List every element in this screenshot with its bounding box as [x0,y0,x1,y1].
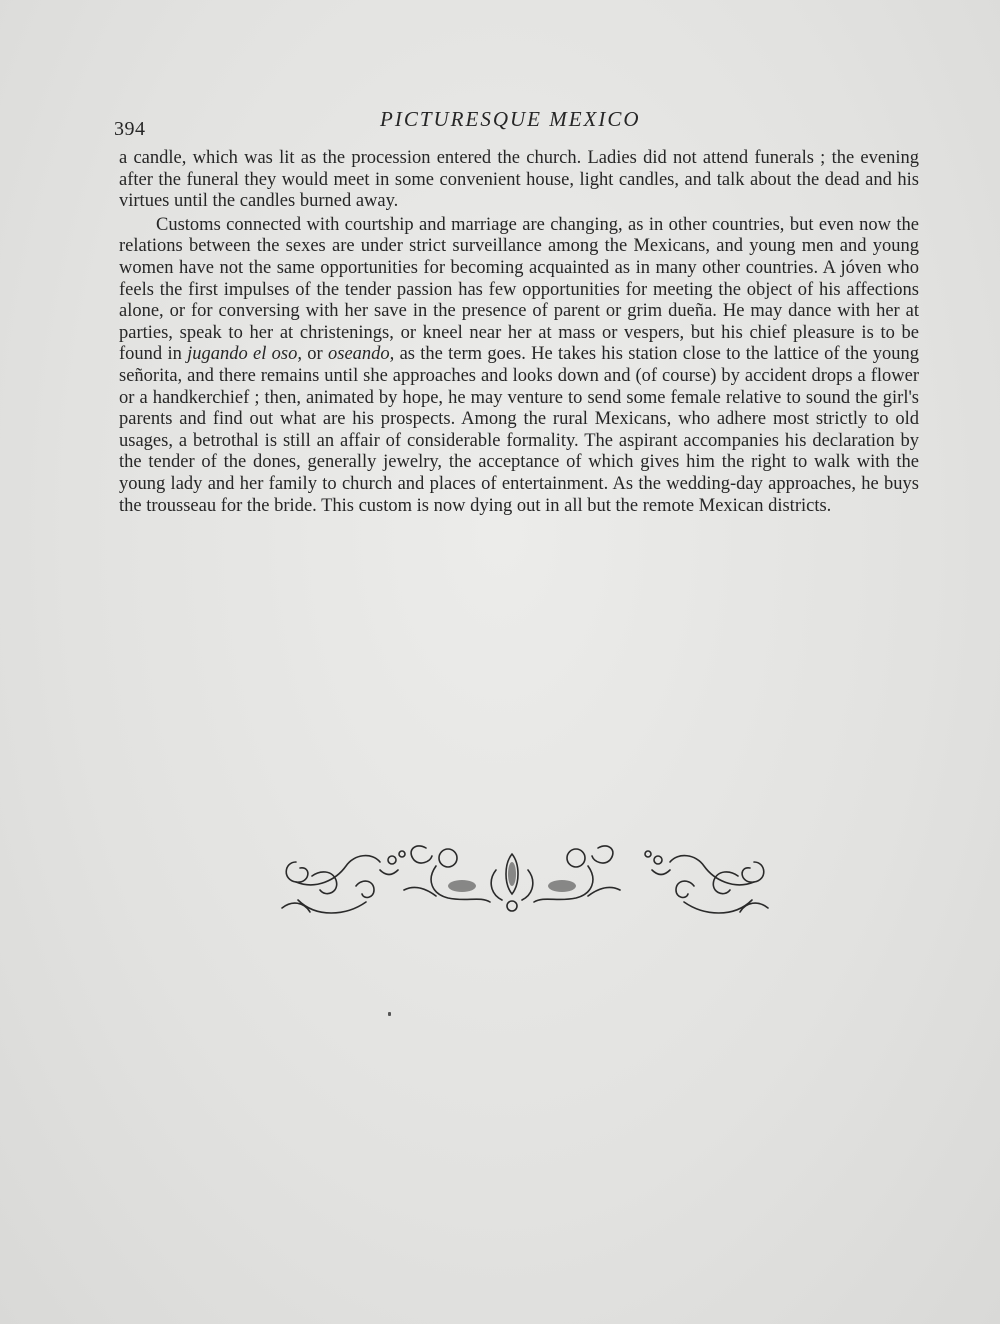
running-title: PICTURESQUE MEXICO [380,107,641,131]
page-number: 394 [114,118,146,140]
print-speck [388,1012,391,1016]
italic-phrase: jugando el oso, [187,344,303,365]
text-run: Customs connected with courtship and marriage are changing, as in other countries, but even now the relations between the sexes are under strict surveillance among the Mexicans, and young men and young women have not the same opportunities for becoming acquainted as in many other countries. A jóven who feels the first impulses of the tender passion has few opportunities for meeting the object of his affections alone, or for conversing with her save in the presence of parent or grim dueña. He may dance with her at parties, speak to her at christenings, or kneel near her at mass or vespers, but his chief pleasure is to be found in [119,214,919,365]
text-run: or [302,344,328,365]
paragraph [119,215,919,517]
body-text [119,148,919,517]
italic-phrase: oseando, [328,344,395,365]
text-run: as the term goes. He takes his station close to the lattice of the young señorita, and there remains until she approaches and looks down and (of course) by accident drops a flower or a handkerchief ; then, animated by hope, he may venture to send some female relative to sound the girl's parents and find out what are his prospects. Among the rural Mexicans, who adhere most strictly to old usages, a betrothal is still an affair of considerable formality. The aspirant accompanies his declaration by the tender of the dones, generally jewelry, the acceptance of which gives him the right to walk with the young lady and her family to church and places of entertainment. As the wedding-day approaches, he buys the trousseau for the bride. This custom is now dying out in all but the remote Mexican districts. [119,344,919,516]
cherub-scroll-ornament-icon [276,840,774,926]
paragraph: a candle, which was lit as the procession entered the church. Ladies did not attend funerals ; the evening after the funeral they would meet in some convenient house, light candles, and talk about the dead and his virtues until the candles burned away. [119,148,919,212]
